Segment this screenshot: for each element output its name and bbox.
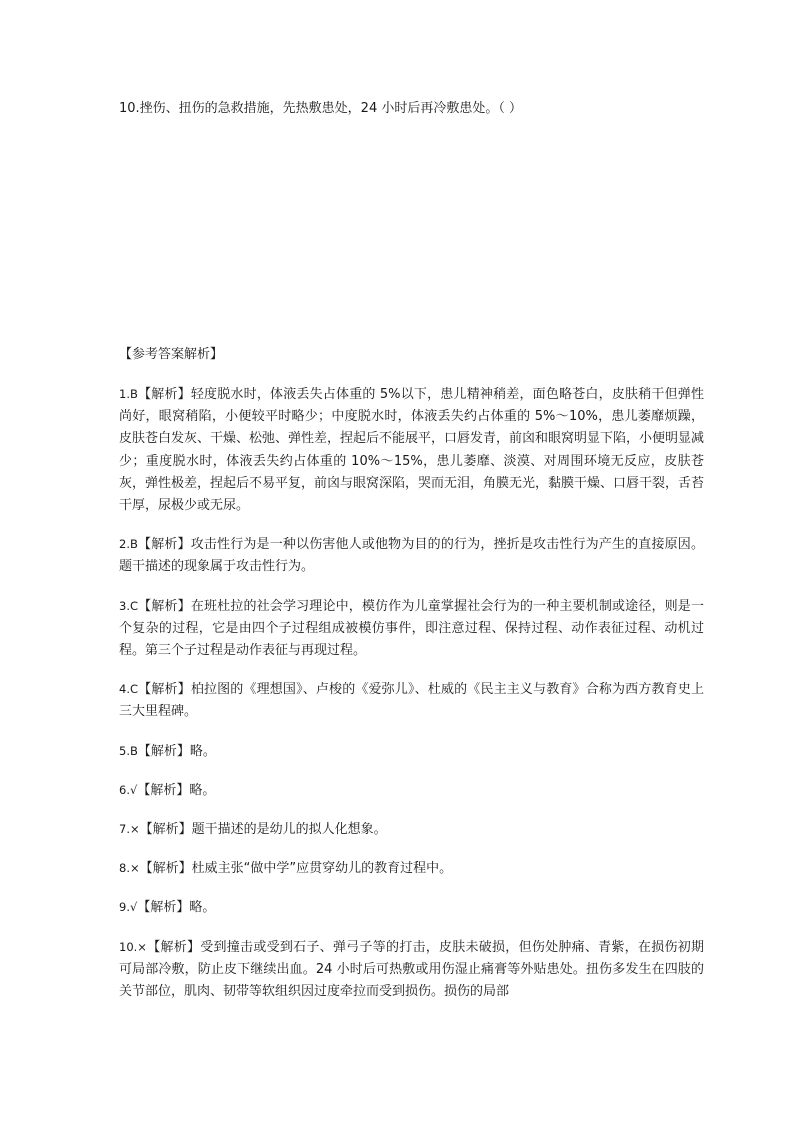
analysis-tag: 【解析】 — [137, 900, 190, 916]
analysis-tag: 【解析】 — [138, 682, 191, 698]
analysis-tag: 【解析】 — [137, 743, 190, 759]
analysis-tag: 【解析】 — [146, 939, 201, 955]
answer-item-5 — [119, 740, 704, 763]
analysis-text: 题干描述的是幼儿的拟人化想象。 — [191, 822, 387, 838]
answer-label: 9.√ — [119, 900, 138, 915]
analysis-text: 杜威主张“做中学”应贯穿幼儿的教育过程中。 — [191, 861, 453, 877]
answer-label: 7.× — [119, 822, 140, 837]
answer-item-7 — [119, 818, 704, 841]
answer-label: 6.√ — [119, 782, 138, 797]
answer-key-section — [119, 344, 704, 1003]
answer-item-3 — [119, 595, 704, 663]
answer-label: 5.B — [119, 743, 138, 758]
analysis-text: 攻击性行为是一种以伤害他人或他物为目的的行为，挫折是攻击性行为产生的直接原因。题干描述的现象属于攻击性行为。 — [119, 537, 704, 575]
analysis-text: 在班杜拉的社会学习理论中，模仿作为儿童掌握社会行为的一种主要机制或途径，则是一个复杂的过程，它是由四个子过程组成被模仿事件，即注意过程、保持过程、动作表征过程、动机过程。第三个子过程是动作表征与再现过程。 — [119, 598, 704, 659]
answer-item-9 — [119, 896, 704, 919]
analysis-tag: 【解析】 — [137, 537, 191, 553]
answer-item-1 — [119, 383, 704, 517]
analysis-text: 略。 — [189, 743, 216, 759]
answer-label: 10.× — [119, 939, 147, 954]
answer-label: 4.C — [119, 682, 139, 697]
analysis-tag: 【解析】 — [139, 861, 192, 877]
analysis-text: 略。 — [189, 900, 216, 916]
answer-item-2 — [119, 533, 704, 578]
answer-item-8 — [119, 857, 704, 880]
analysis-tag: 【解析】 — [139, 822, 192, 838]
analysis-tag: 【解析】 — [137, 782, 190, 798]
answer-item-6 — [119, 779, 704, 802]
answer-key-heading: 【参考答案解析】 — [119, 347, 224, 362]
question-10 — [119, 98, 699, 120]
answer-item-4 — [119, 678, 704, 723]
analysis-text: 受到撞击或受到石子、弹弓子等的打击，皮肤未破损，但伤处肿痛、青紫，在损伤初期可局部冷敷，防止皮下继续出血。24 小时后可热敷或用伤湿止痛膏等外贴患处。扭伤多发生在四肢的关节部位，肌肉、韧带等软组织因过度牵拉而受到损伤。损伤的局部 — [119, 939, 704, 1000]
analysis-text: 柏拉图的《理想国》、卢梭的《爱弥儿》、杜威的《民主主义与教育》合称为西方教育史上三大里程碑。 — [119, 682, 704, 720]
question-text: 10.挫伤、扭伤的急救措施，先热敷患处，24 小时后再冷敷患处。（ ） — [119, 101, 522, 116]
analysis-text: 轻度脱水时，体液丢失占体重的 5%以下，患儿精神稍差，面色略苍白，皮肤稍干但弹性尚好，眼窝稍陷，小便较平时略少；中度脱水时，体液丢失约占体重的 5%～10%，患儿萎靡烦躁，皮肤苍白发灰、干燥、松弛、弹性差，捏起后不能展平，口唇发青，前囟和眼窝明显下陷，小便明显减少；重度脱水时，体液丢失约占体重的 10%～15%，患儿萎靡、淡漠、对周围环境无反应，皮肤苍灰，弹性极差，捏起后不易平复，前囟与眼窝深陷，哭而无泪，角膜无光，黏膜干燥、口唇干裂，舌苔干厚，尿极少或无尿。 — [119, 387, 705, 514]
answer-item-10 — [119, 936, 704, 1004]
answer-label: 1.B — [119, 387, 138, 401]
answer-label: 3.C — [119, 598, 139, 613]
answer-label: 8.× — [119, 861, 140, 876]
answer-label: 2.B — [119, 537, 138, 552]
analysis-text: 略。 — [189, 782, 216, 798]
analysis-tag: 【解析】 — [137, 387, 191, 402]
analysis-tag: 【解析】 — [138, 598, 191, 614]
